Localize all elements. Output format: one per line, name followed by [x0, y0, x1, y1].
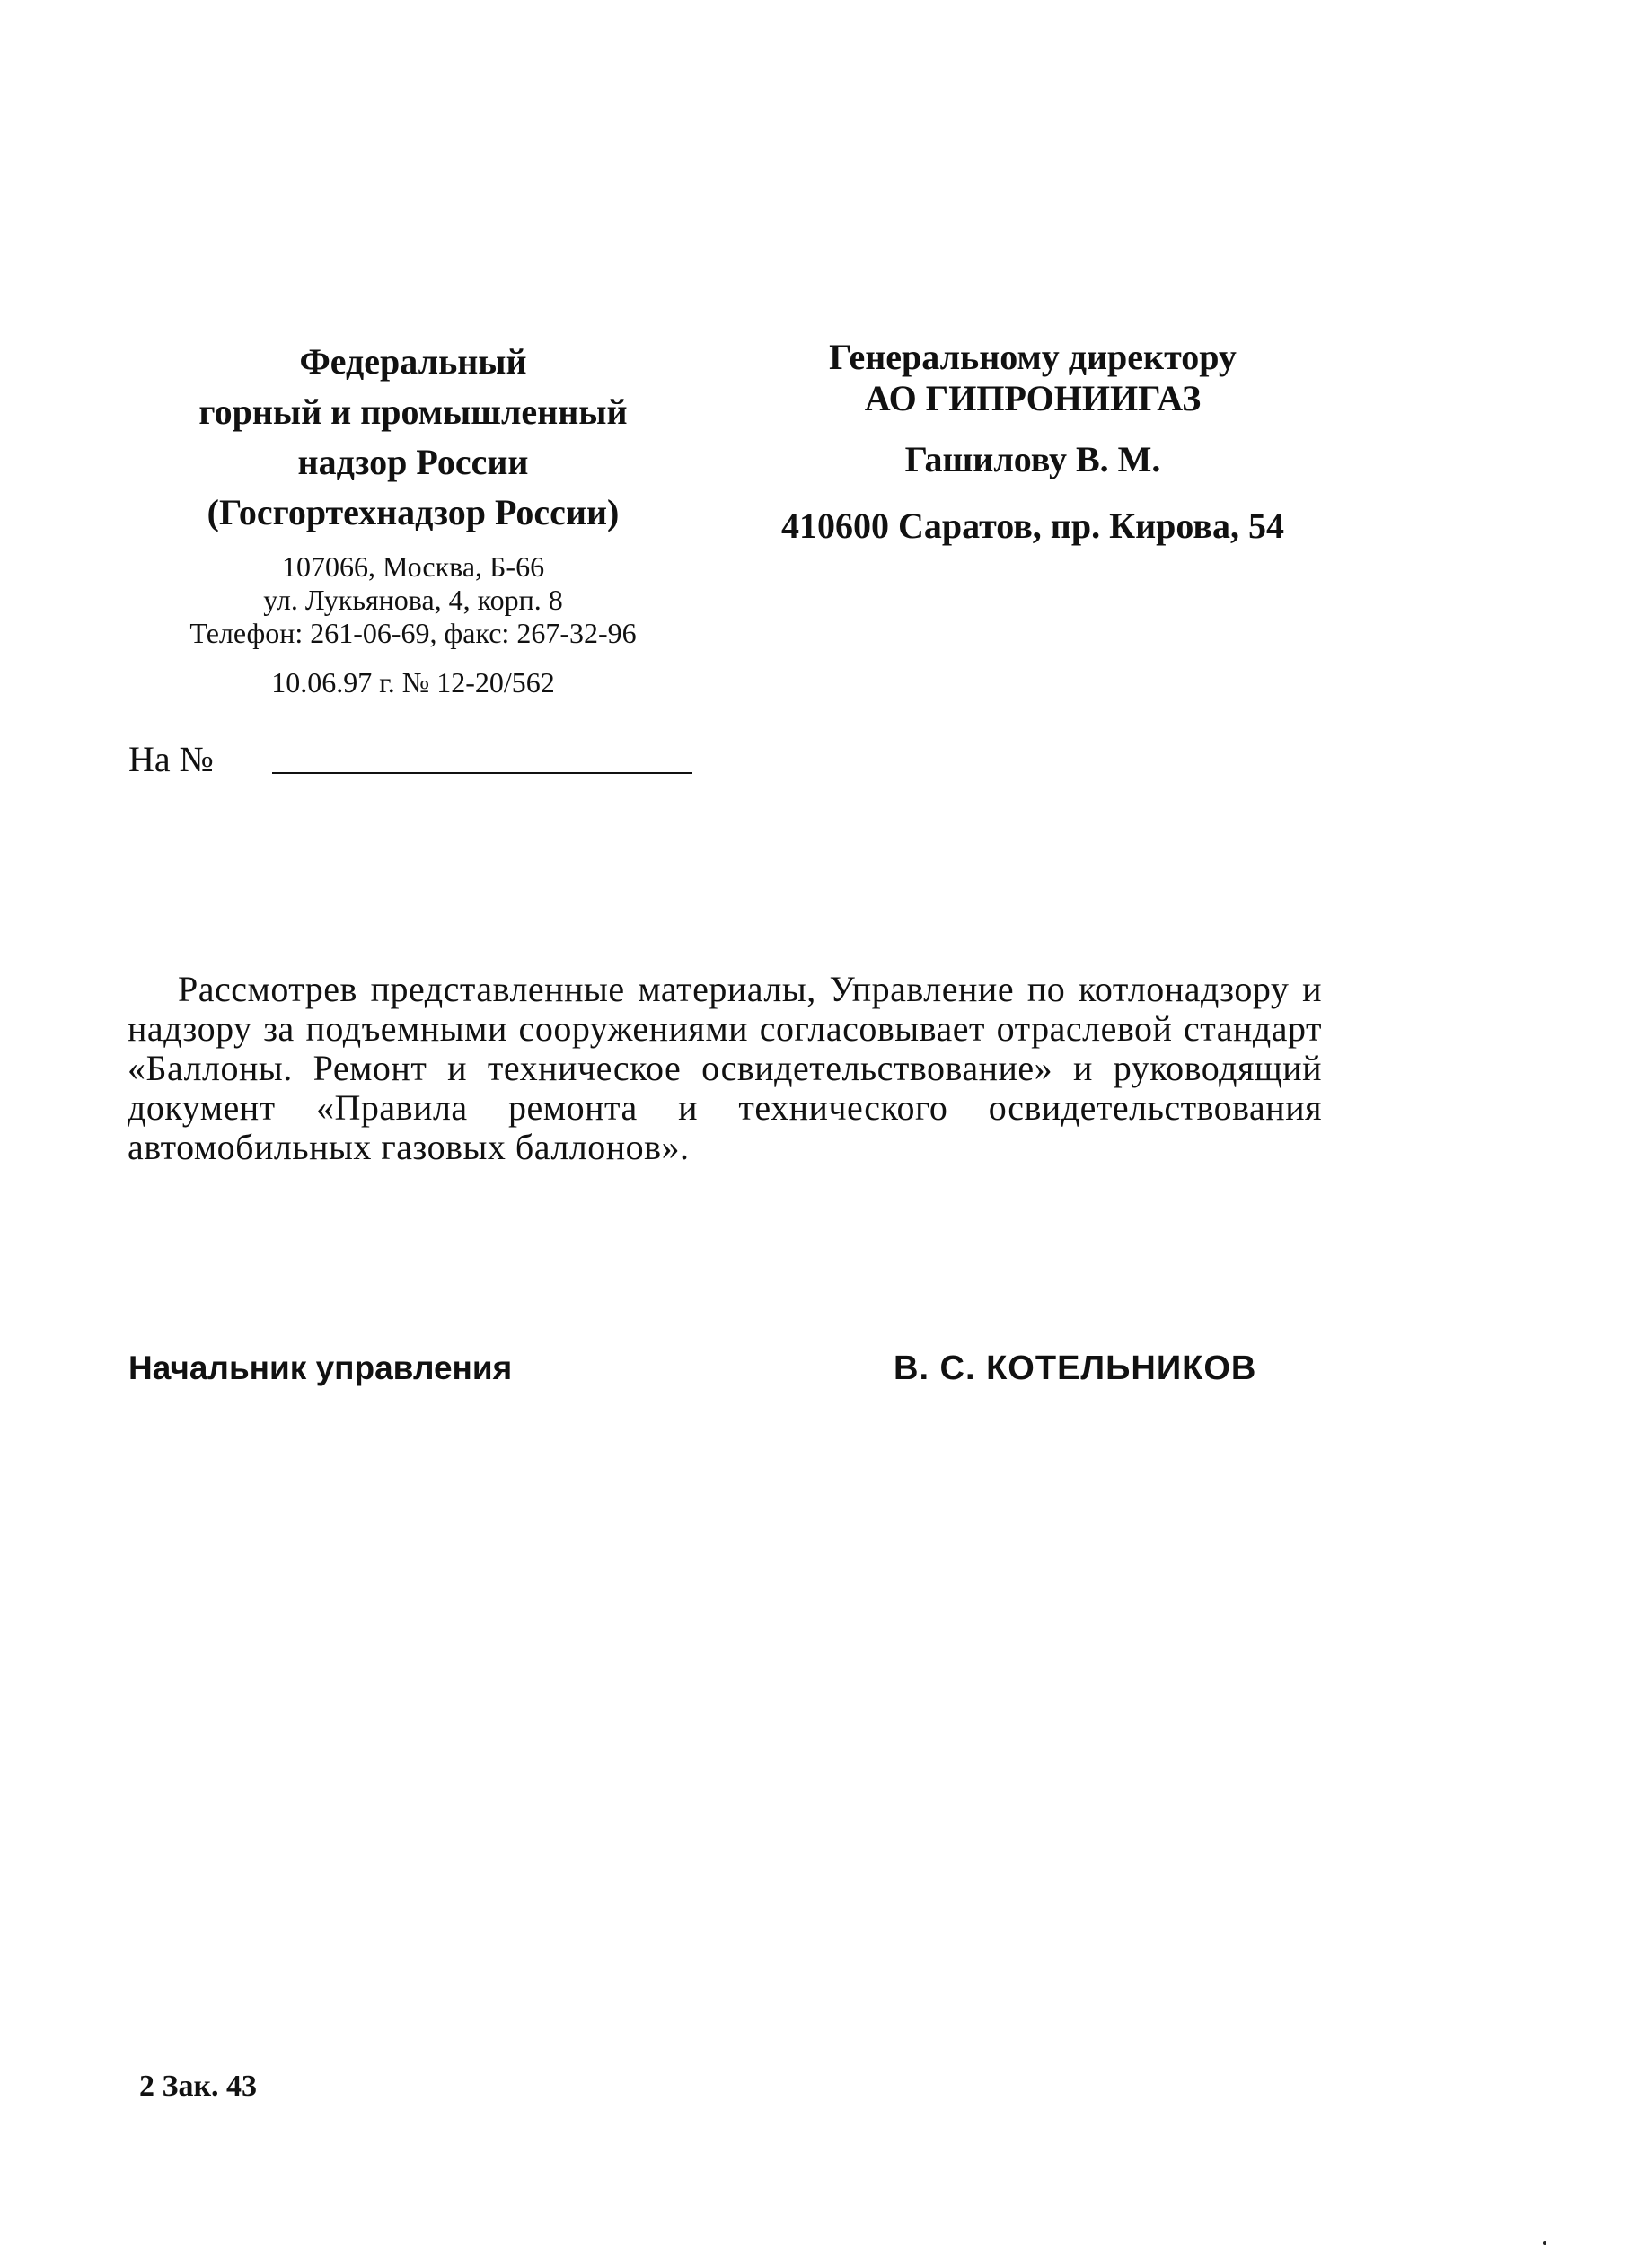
print-order-mark: 2 Зак. 43 — [139, 2070, 258, 2103]
recipient-title: Генеральному директору — [829, 337, 1237, 377]
reply-reference — [128, 738, 214, 781]
recipient-name: Гашилову В. М. — [904, 439, 1161, 479]
reply-reference-label: На № — [128, 739, 214, 779]
letter-body: Рассмотрев представленные материалы, Управление по котлонадзору и надзору за подъемными сооружениями согласовывает отраслевой стандарт «Баллоны. Ремонт и техническое освидетельствование» и руководящий документ «Правила ремонта и технического освидетельствования автомобильных газовых баллонов». — [128, 969, 1322, 1167]
signature-name: В. С. КОТЕЛЬНИКОВ — [894, 1349, 1257, 1387]
sender-org-line: надзор России — [297, 442, 529, 482]
sender-address-line: Телефон: 261-06-69, факс: 267-32-96 — [189, 617, 637, 649]
outgoing-reference: 10.06.97 г. № 12-20/562 — [271, 666, 555, 699]
sender-org-line: (Госгортехнадзор России) — [207, 492, 620, 532]
scan-dot — [1543, 2241, 1546, 2245]
sender-org-line: Федеральный — [299, 341, 527, 382]
recipient-address: 410600 Саратов, пр. Кирова, 54 — [780, 505, 1285, 546]
sender-address-line: ул. Лукьянова, 4, корп. 8 — [263, 584, 563, 616]
reply-reference-blank-line — [272, 772, 692, 774]
sender-block — [126, 337, 700, 700]
sender-org-line: горный и промышленный — [198, 391, 628, 432]
recipient-company: АО ГИПРОНИИГАЗ — [864, 378, 1202, 418]
sender-address — [126, 550, 700, 650]
sender-address-line: 107066, Москва, Б-66 — [281, 550, 545, 583]
signature-title: Начальник управления — [128, 1349, 513, 1386]
recipient-block — [736, 337, 1329, 547]
